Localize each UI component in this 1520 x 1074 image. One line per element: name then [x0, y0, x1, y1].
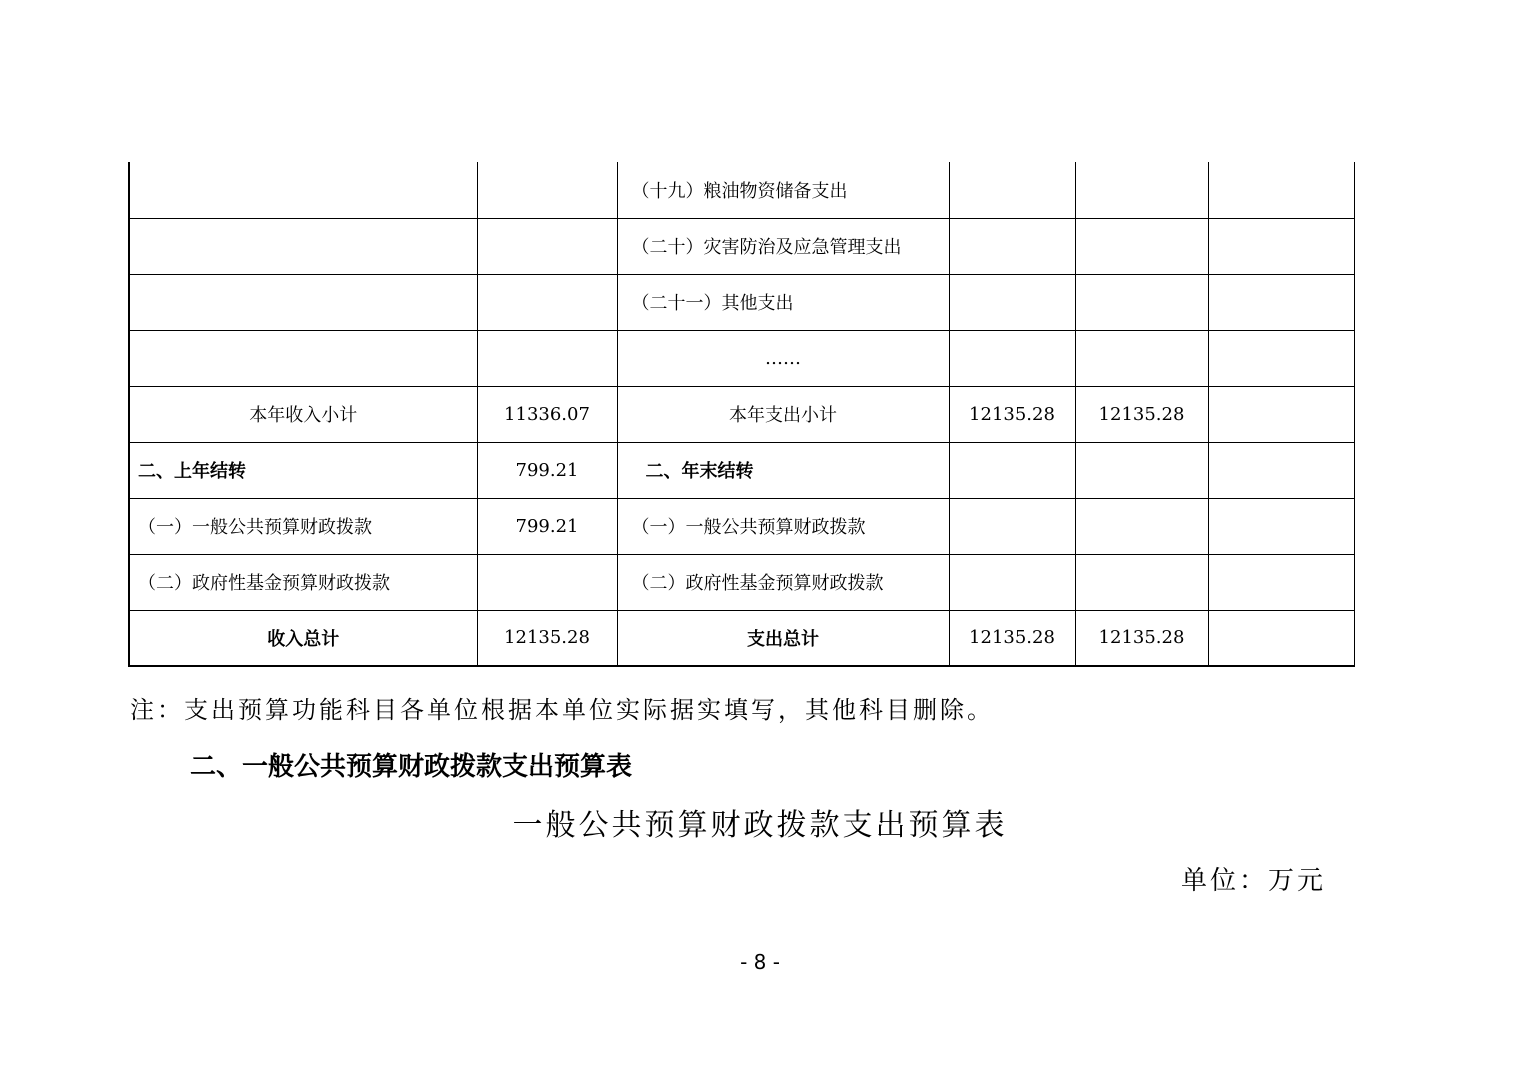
expense-total-cell — [949, 218, 1075, 274]
expense-fund-cell — [1208, 218, 1354, 274]
table-title: 一般公共预算财政拨款支出预算表 — [512, 808, 1008, 843]
income-item-cell: （二）政府性基金预算财政拨款 — [129, 554, 477, 610]
table-row — [129, 162, 1354, 218]
expense-total-cell: 12135.28 — [949, 386, 1075, 442]
table-row — [129, 442, 1354, 498]
section-heading: 二、一般公共预算财政拨款支出预算表 — [190, 752, 633, 782]
expense-general-cell — [1075, 442, 1208, 498]
expense-fund-cell — [1208, 274, 1354, 330]
expense-general-cell — [1075, 162, 1208, 218]
expense-general-cell: 12135.28 — [1075, 610, 1208, 666]
expense-general-cell — [1075, 554, 1208, 610]
income-item-cell — [129, 274, 477, 330]
expense-fund-cell — [1208, 610, 1354, 666]
expense-item-cell: （二十一）其他支出 — [617, 274, 949, 330]
income-amount-cell — [477, 330, 617, 386]
expense-total-cell: 12135.28 — [949, 610, 1075, 666]
expense-item-cell: （十九）粮油物资储备支出 — [617, 162, 949, 218]
income-item-cell — [129, 162, 477, 218]
expense-general-cell — [1075, 330, 1208, 386]
expense-section-label: 二、年末结转 — [617, 442, 949, 498]
expense-fund-cell — [1208, 442, 1354, 498]
income-item-cell — [129, 330, 477, 386]
expense-general-cell — [1075, 498, 1208, 554]
page-number: - 8 - — [740, 950, 780, 974]
expense-total-cell — [949, 162, 1075, 218]
income-subtotal-label: 本年收入小计 — [129, 386, 477, 442]
expense-item-cell: （二）政府性基金预算财政拨款 — [617, 554, 949, 610]
table-note: 注：支出预算功能科目各单位根据本单位实际据实填写，其他科目删除。 — [130, 696, 994, 724]
table-row — [129, 274, 1354, 330]
expense-total-cell — [949, 498, 1075, 554]
expense-fund-cell — [1208, 162, 1354, 218]
income-amount-cell: 12135.28 — [477, 610, 617, 666]
income-section-label: 二、上年结转 — [129, 442, 477, 498]
expense-item-cell: （二十）灾害防治及应急管理支出 — [617, 218, 949, 274]
budget-table — [128, 162, 1355, 667]
expense-item-cell: （一）一般公共预算财政拨款 — [617, 498, 949, 554]
expense-total-cell — [949, 330, 1075, 386]
table-row — [129, 218, 1354, 274]
income-amount-cell: 799.21 — [477, 498, 617, 554]
table-row — [129, 554, 1354, 610]
income-amount-cell: 11336.07 — [477, 386, 617, 442]
expense-total-cell — [949, 554, 1075, 610]
income-amount-cell: 799.21 — [477, 442, 617, 498]
expense-total-cell — [949, 274, 1075, 330]
income-amount-cell — [477, 274, 617, 330]
table-row — [129, 610, 1354, 666]
income-amount-cell — [477, 554, 617, 610]
table-row — [129, 386, 1354, 442]
income-grand-total-label: 收入总计 — [129, 610, 477, 666]
unit-label: 单位：万元 — [1180, 866, 1326, 896]
table-row — [129, 330, 1354, 386]
expense-item-cell: …… — [617, 330, 949, 386]
expense-fund-cell — [1208, 498, 1354, 554]
income-amount-cell — [477, 162, 617, 218]
income-item-cell: （一）一般公共预算财政拨款 — [129, 498, 477, 554]
expense-fund-cell — [1208, 330, 1354, 386]
expense-total-cell — [949, 442, 1075, 498]
expense-fund-cell — [1208, 554, 1354, 610]
expense-fund-cell — [1208, 386, 1354, 442]
expense-general-cell: 12135.28 — [1075, 386, 1208, 442]
expense-subtotal-label: 本年支出小计 — [617, 386, 949, 442]
expense-general-cell — [1075, 274, 1208, 330]
expense-grand-total-label: 支出总计 — [617, 610, 949, 666]
income-amount-cell — [477, 218, 617, 274]
expense-general-cell — [1075, 218, 1208, 274]
table-row — [129, 498, 1354, 554]
income-item-cell — [129, 218, 477, 274]
